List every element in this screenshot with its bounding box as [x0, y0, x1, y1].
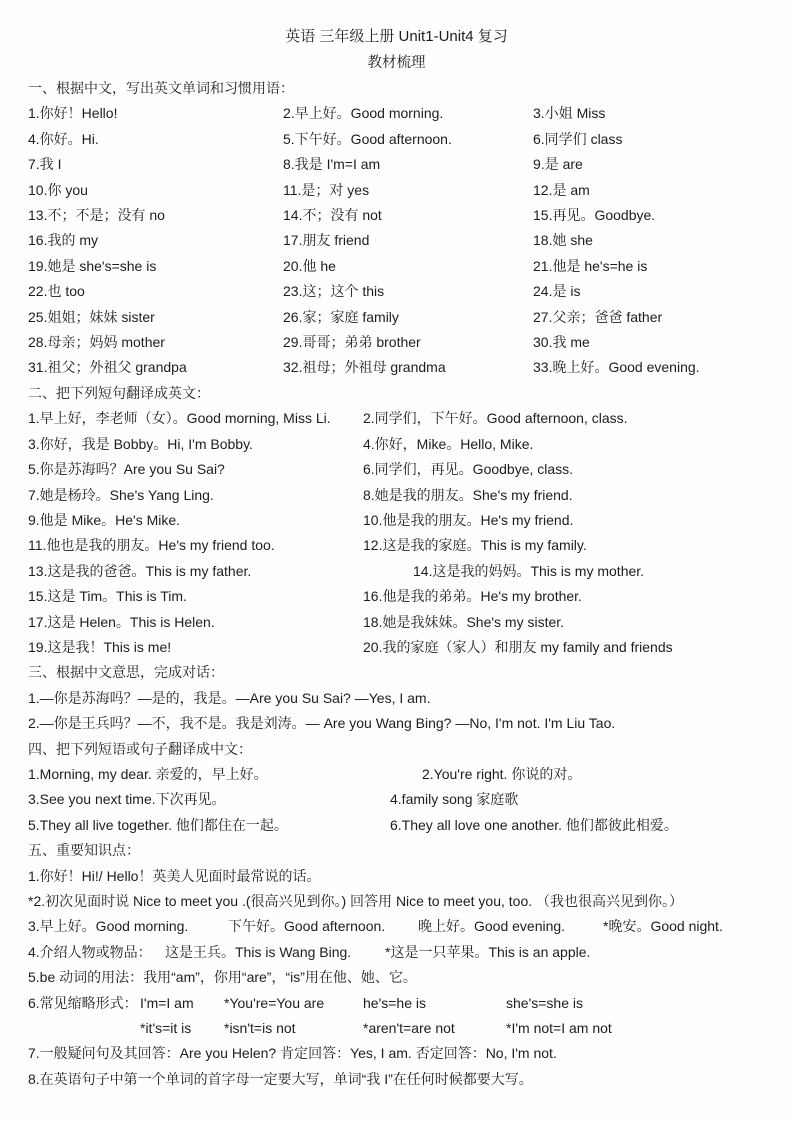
- sentence-cell: 15.这是 Tim。This is Tim.: [28, 588, 187, 605]
- note-segment: 下午好。Good afternoon.: [228, 918, 386, 935]
- phrase-cell: 2.You're right. 你说的对。: [422, 765, 582, 782]
- note-line: 1.你好！Hi!/ Hello！英美人见面时最常说的话。: [28, 867, 321, 884]
- vocab-cell: 21.他是 he's=he is: [533, 257, 648, 274]
- vocab-cell: 20.他 he: [283, 257, 336, 274]
- vocab-cell: 6.同学们 class: [533, 130, 623, 147]
- vocab-cell: 19.她是 she's=she is: [28, 257, 157, 274]
- vocab-cell: 30.我 me: [533, 334, 590, 351]
- note-line: [28, 991, 783, 1016]
- note-line: [28, 1016, 783, 1041]
- vocab-cell: 8.我是 I'm=I am: [283, 156, 381, 173]
- vocab-cell: 14.不；没有 not: [283, 207, 382, 224]
- dialogue-line: 1.—你是苏海吗？—是的，我是。—Are you Su Sai? —Yes, I am.: [28, 689, 431, 706]
- sentence-cell: 8.她是我的朋友。She's my friend.: [363, 486, 573, 503]
- vocab-cell: 18.她 she: [533, 232, 593, 249]
- vocab-cell: 26.家；家庭 family: [283, 308, 399, 325]
- phrase-cell: 3.See you next time.下次再见。: [28, 791, 226, 808]
- vocab-cell: 32.祖母；外祖母 grandma: [283, 359, 446, 376]
- note-segment: 6.常见缩略形式：: [28, 994, 138, 1011]
- vocab-cell: 25.姐姐；妹妹 sister: [28, 308, 155, 325]
- note-line: 7.一般疑问句及其回答：Are you Helen? 肯定回答：Yes, I am. 否定回答：No, I'm not.: [28, 1045, 557, 1062]
- note-segment: *I'm not=I am not: [506, 1019, 612, 1036]
- sentence-cell: 7.她是杨玲。She's Yang Ling.: [28, 486, 214, 503]
- vocab-cell: 33.晚上好。Good evening.: [533, 359, 700, 376]
- vocab-cell: 17.朋友 friend: [283, 232, 370, 249]
- note-segment: 晚上好。Good evening.: [418, 918, 566, 935]
- note-segment: *这是一只苹果。This is an apple.: [385, 943, 591, 960]
- note-line: [28, 940, 783, 965]
- vocab-cell: 29.哥哥；弟弟 brother: [283, 334, 421, 351]
- vocab-cell: 27.父亲；爸爸 father: [533, 308, 663, 325]
- dialogue-line: 2.—你是王兵吗？—不，我不是。我是刘涛。— Are you Wang Bing? —No, I'm not. I'm Liu Tao.: [28, 715, 616, 732]
- vocab-cell: 11.是；对 yes: [283, 181, 370, 198]
- sentence-cell: 11.他也是我的朋友。He's my friend too.: [28, 537, 275, 554]
- vocab-cell: 23.这；这个 this: [283, 283, 385, 300]
- sentence-cell: 19.这是我！This is me!: [28, 638, 172, 655]
- note-segment: he's=he is: [363, 994, 426, 1011]
- vocab-cell: 31.祖父；外祖父 grandpa: [28, 359, 187, 376]
- sentence-cell: 12.这是我的家庭。This is my family.: [363, 537, 587, 554]
- sentence-cell: 16.他是我的弟弟。He's my brother.: [363, 588, 582, 605]
- sentence-cell: 10.他是我的朋友。He's my friend.: [363, 511, 574, 528]
- note-segment: *it's=it is: [140, 1019, 192, 1036]
- vocab-cell: 4.你好。Hi.: [28, 130, 99, 147]
- note-line: *2.初次见面时说 Nice to meet you .(很高兴见到你。) 回答用 Nice to meet you, too. （我也很高兴见到你。）: [28, 893, 684, 909]
- vocab-cell: 13.不；不是；没有 no: [28, 207, 165, 224]
- vocab-cell: 24.是 is: [533, 283, 581, 300]
- note-segment: 这是王兵。This is Wang Bing.: [165, 943, 352, 960]
- sentence-cell: 14.这是我的妈妈。This is my mother.: [413, 562, 645, 579]
- sentence-cell: 17.这是 Helen。This is Helen.: [28, 613, 215, 630]
- vocab-cell: 7.我 I: [28, 156, 62, 173]
- vocab-cell: 28.母亲；妈妈 mother: [28, 334, 165, 351]
- phrase-cell: 1.Morning, my dear. 亲爱的，早上好。: [28, 765, 268, 782]
- sentence-grid: [28, 406, 783, 660]
- section2-heading: 二、把下列短句翻译成英文：: [28, 384, 210, 401]
- note-segment: she's=she is: [506, 994, 583, 1011]
- note-segment: 4.介绍人物或物品：: [28, 943, 152, 960]
- vocab-cell: 5.下午好。Good afternoon.: [283, 130, 452, 147]
- note-segment: *晚安。Good night.: [603, 918, 723, 935]
- phrase-cell: 6.They all love one another. 他们都彼此相爱。: [390, 816, 678, 833]
- phrase-cell: 4.family song 家庭歌: [390, 791, 519, 808]
- note-line: 5.be 动词的用法：我用“am”，你用“are”，“is”用在他、她、它。: [28, 969, 417, 986]
- vocab-grid: [28, 101, 783, 380]
- sentence-cell: 1.早上好，李老师（女）。Good morning, Miss Li.: [28, 410, 331, 427]
- sentence-cell: 18.她是我妹妹。She's my sister.: [363, 613, 565, 630]
- vocab-cell: 9.是 are: [533, 156, 583, 173]
- vocab-cell: 12.是 am: [533, 181, 590, 198]
- sentence-cell: 5.你是苏海吗？Are you Su Sai?: [28, 461, 225, 478]
- vocab-cell: 1.你好！Hello!: [28, 105, 118, 122]
- note-line: [28, 914, 783, 939]
- note-segment: *aren't=are not: [363, 1019, 455, 1036]
- phrase-cell: 5.They all live together. 他们都住在一起。: [28, 816, 288, 833]
- sentence-cell: 2.同学们，下午好。Good afternoon, class.: [363, 410, 628, 427]
- sentence-cell: 13.这是我的爸爸。This is my father.: [28, 562, 252, 579]
- doc-subtitle: 教材梳理: [367, 55, 426, 71]
- section1-heading: 一、根据中文，写出英文单词和习惯用语：: [28, 80, 294, 96]
- note-segment: *You're=You are: [224, 994, 325, 1011]
- sentence-cell: 6.同学们，再见。Goodbye, class.: [363, 461, 574, 478]
- phrase-grid: [28, 762, 783, 838]
- sentence-cell: 20.我的家庭（家人）和朋友 my family and friends: [363, 638, 673, 655]
- section3-heading: 三、根据中文意思，完成对话：: [28, 664, 224, 681]
- vocab-cell: 3.小姐 Miss: [533, 105, 606, 122]
- note-segment: 3.早上好。Good morning.: [28, 918, 189, 935]
- vocab-cell: 15.再见。Goodbye.: [533, 207, 656, 224]
- vocab-cell: 2.早上好。Good morning.: [283, 105, 444, 122]
- vocab-cell: 10.你 you: [28, 181, 88, 198]
- sentence-cell: 9.他是 Mike。He's Mike.: [28, 511, 181, 528]
- section5-heading: 五、重要知识点：: [28, 842, 140, 859]
- section4-heading: 四、把下列短语或句子翻译成中文：: [28, 740, 252, 757]
- note-line: 8.在英语句子中第一个单词的首字母一定要大写，单词“我 I”在任何时候都要大写。: [28, 1070, 533, 1087]
- sentence-cell: 3.你好，我是 Bobby。Hi, I'm Bobby.: [28, 435, 253, 452]
- vocab-cell: 22.也 too: [28, 283, 85, 300]
- note-segment: I'm=I am: [140, 994, 194, 1011]
- vocab-cell: 16.我的 my: [28, 232, 99, 249]
- sentence-cell: 4.你好，Mike。Hello, Mike.: [363, 435, 534, 452]
- doc-title: 英语 三年级上册 Unit1-Unit4 复习: [285, 28, 508, 45]
- note-segment: *isn't=is not: [224, 1019, 296, 1036]
